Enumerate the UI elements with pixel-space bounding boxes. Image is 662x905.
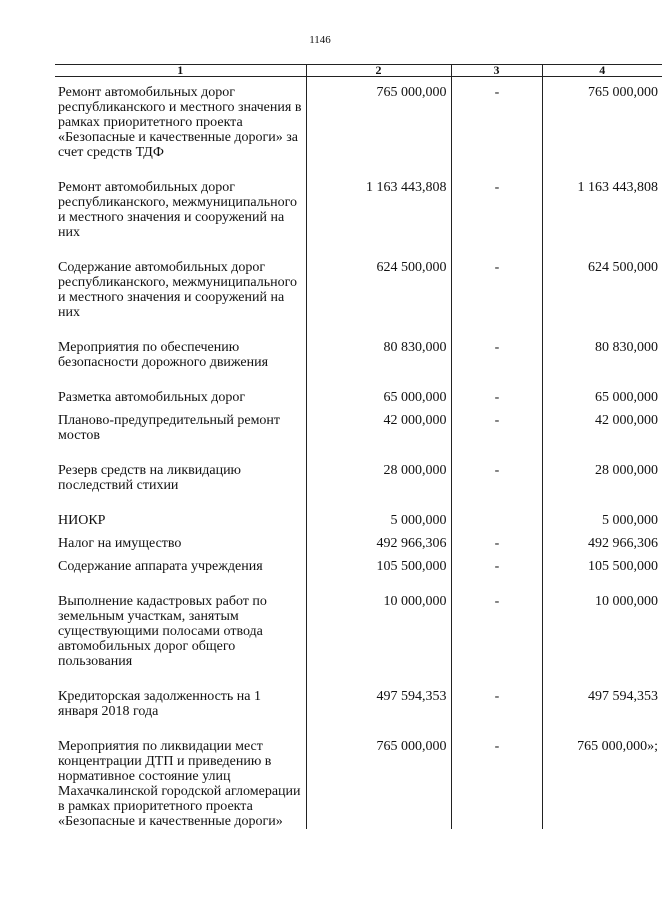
row-col2: 42 000,000: [306, 413, 451, 443]
table-row: [55, 513, 662, 528]
table-row: [55, 463, 662, 493]
row-col2: 80 830,000: [306, 340, 451, 370]
table-row: [55, 536, 662, 551]
table-row: [55, 85, 662, 160]
row-name: Мероприятия по ликвидации мест концентрации ДТП и приведению в нормативное состояние улиц Махачкалинской городской агломерации в рамках приоритетного проекта «Безопасные и качественные дороги»: [58, 739, 301, 829]
row-name: Разметка автомобильных дорог: [58, 390, 246, 405]
row-name: Ремонт автомобильных дорог республиканского, межмуниципального и местного значения и сооружений на них: [58, 180, 297, 240]
row-col2: 28 000,000: [306, 463, 451, 493]
row-name: Содержание автомобильных дорог республиканского, межмуниципального и местного значения и сооружений на них: [58, 260, 297, 320]
table-header-row: [55, 65, 662, 77]
row-col4: 5 000,000: [542, 513, 662, 528]
row-col4: 42 000,000: [542, 413, 662, 443]
row-col4: 65 000,000: [542, 390, 662, 405]
row-col3: -: [451, 463, 542, 493]
table-row: [55, 390, 662, 405]
budget-table: [55, 64, 662, 829]
row-col3: -: [451, 536, 542, 551]
row-col2: 1 163 443,808: [306, 180, 451, 240]
row-col2: 10 000,000: [306, 594, 451, 669]
row-name: Мероприятия по обеспечению безопасности дорожного движения: [58, 340, 269, 370]
row-col3: -: [451, 390, 542, 405]
row-name: Содержание аппарата учреждения: [58, 559, 263, 574]
row-col3: -: [451, 413, 542, 443]
column-header-2: 2: [306, 65, 451, 77]
row-col4: 765 000,000»;: [542, 739, 662, 829]
column-header-4: 4: [542, 65, 662, 77]
column-header-3: 3: [451, 65, 542, 77]
row-col2: 65 000,000: [306, 390, 451, 405]
row-col4: 492 966,306: [542, 536, 662, 551]
row-name: НИОКР: [58, 513, 106, 528]
row-name: Налог на имущество: [58, 536, 182, 551]
table-row: [55, 413, 662, 443]
row-col2: 497 594,353: [306, 689, 451, 719]
row-col4: 1 163 443,808: [542, 180, 662, 240]
row-col2: 492 966,306: [306, 536, 451, 551]
row-col2: 5 000,000: [306, 513, 451, 528]
row-col3: -: [451, 180, 542, 240]
row-name: Планово-предупредительный ремонт мостов: [58, 413, 281, 443]
row-col3: -: [451, 594, 542, 669]
budget-table-container: [55, 63, 658, 829]
row-col2: 105 500,000: [306, 559, 451, 574]
row-col4: 624 500,000: [542, 260, 662, 320]
table-row: [55, 559, 662, 574]
table-row: [55, 340, 662, 370]
row-name: Ремонт автомобильных дорог республиканского и местного значения в рамках приоритетного проекта «Безопасные и качественные дороги» за счет средств ТДФ: [58, 85, 302, 160]
row-col3: -: [451, 739, 542, 829]
row-col3: -: [451, 559, 542, 574]
table-row: [55, 689, 662, 719]
row-col4: 497 594,353: [542, 689, 662, 719]
page-number: 1146: [309, 34, 331, 46]
row-col4: 80 830,000: [542, 340, 662, 370]
row-col2: 624 500,000: [306, 260, 451, 320]
row-col4: 105 500,000: [542, 559, 662, 574]
row-col3: -: [451, 260, 542, 320]
row-col3: [451, 513, 542, 528]
table-row: [55, 739, 662, 829]
row-col3: -: [451, 85, 542, 160]
table-row: [55, 594, 662, 669]
row-col3: -: [451, 340, 542, 370]
column-header-1: 1: [55, 65, 306, 77]
row-col2: 765 000,000: [306, 739, 451, 829]
table-row: [55, 180, 662, 240]
row-col4: 765 000,000: [542, 85, 662, 160]
row-col3: -: [451, 689, 542, 719]
row-name: Резерв средств на ликвидацию последствий стихии: [58, 463, 242, 493]
row-col4: 28 000,000: [542, 463, 662, 493]
row-name: Кредиторская задолженность на 1 января 2018 года: [58, 689, 261, 719]
row-name: Выполнение кадастровых работ по земельным участкам, занятым существующими полосами отвода автомобильных дорог общего пользования: [58, 594, 267, 669]
table-row: [55, 260, 662, 320]
row-col2: 765 000,000: [306, 85, 451, 160]
row-col4: 10 000,000: [542, 594, 662, 669]
